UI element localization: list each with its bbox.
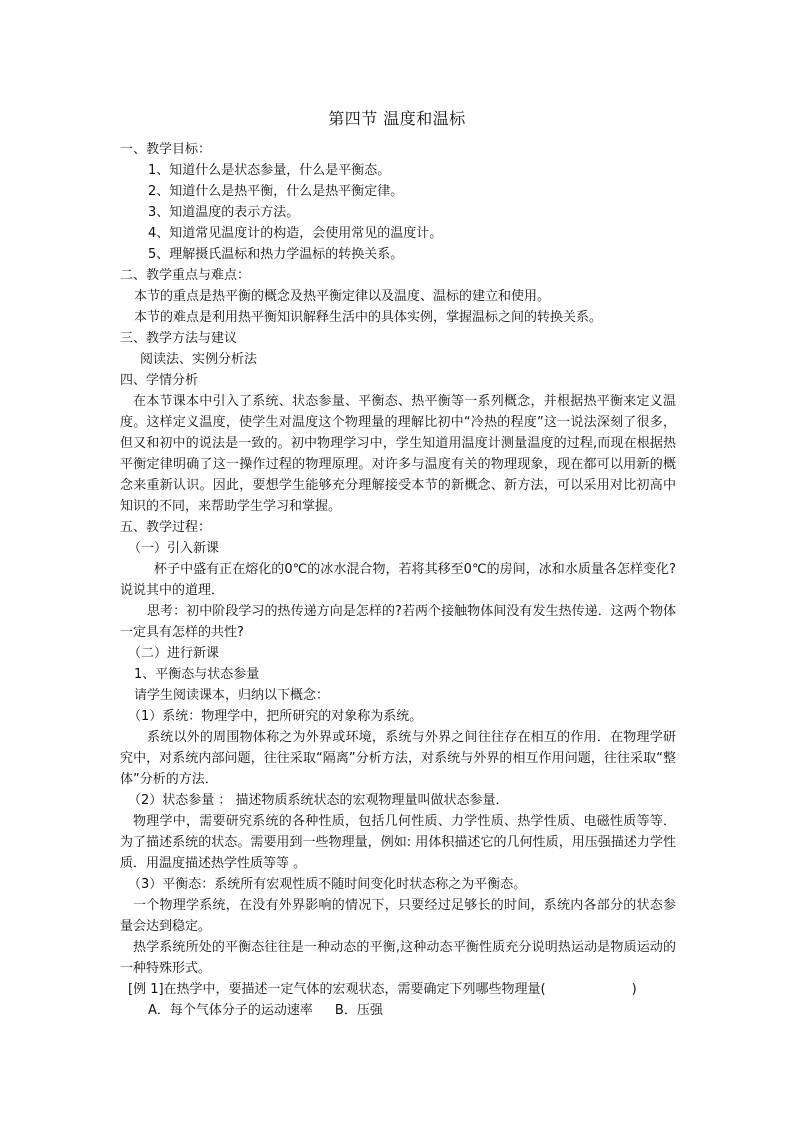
equilibrium-paragraph: 热学系统所处的平衡态往往是一种动态的平衡,这种动态平衡性质充分说明热运动是物质运动的一种特殊形式。	[120, 940, 676, 976]
goal-item: 3、知道温度的表示方法。	[148, 205, 300, 220]
section-heading-process: 五、教学过程：	[120, 520, 212, 535]
example-question	[120, 979, 676, 1000]
page-title: 第四节 温度和温标	[328, 109, 466, 128]
keypoint-text: 本节的重点是热平衡的概念及热平衡定律以及温度、温标的建立和使用。	[134, 289, 551, 304]
subsection-heading-intro: （一）引入新课	[128, 541, 220, 556]
document-body	[120, 139, 676, 1021]
goal-item: 1、知道什么是状态参量，什么是平衡态。	[148, 163, 391, 178]
example-text: [例 1]在热学中，要描述一定气体的宏观状态，需要确定下列哪些物理量(	[128, 982, 546, 997]
example-options	[120, 1000, 676, 1021]
example-close: )	[631, 982, 637, 997]
subsection-heading-new: （二）进行新课	[128, 646, 220, 661]
section-heading-goals: 一、教学目标：	[120, 142, 212, 157]
read-prompt: 请学生阅读课本，归纳以下概念：	[134, 688, 330, 703]
state-paragraph: 物理学中，需要研究系统的各种性质，包括几何性质、力学性质、热学性质、电磁性质等等．为了描述系统的状态。需要用到一些物理量，例如: 用体积描述它的几何性质，用压强描述力学性质．用温度描述热学性质等等 。	[120, 814, 676, 871]
think-paragraph: 思考：初中阶段学习的热传递方向是怎样的?若两个接触物体间没有发生热传递．这两个物体一定具有怎样的共性?	[120, 604, 676, 640]
section-heading-keypoints: 二、教学重点与难点：	[120, 268, 251, 283]
system-definition: （1）系统：物理学中，把所研究的对象称为系统。	[128, 709, 423, 724]
topic-heading: 1、平衡态与状态参量	[134, 667, 260, 682]
equilibrium-definition: （3）平衡态：系统所有宏观性质不随时间变化时状态称之为平衡态。	[128, 877, 527, 892]
option-b: B．压强	[334, 1003, 383, 1018]
goal-item: 5、理解摄氏温标和热力学温标的转换关系。	[148, 247, 404, 262]
state-definition: （2）状态参量 ： 描述物质系统状态的宏观物理量叫做状态参量．	[128, 793, 509, 808]
goal-item: 2、知道什么是热平衡，什么是热平衡定律。	[148, 184, 404, 199]
intro-paragraph: 杯子中盛有正在熔化的0℃的冰水混合物，若将其移至0℃的房间，冰和水质量各怎样变化?说说其中的道理．	[120, 562, 676, 598]
methods-text: 阅读法、实例分析法	[140, 352, 258, 367]
option-a: A．每个气体分子的运动速率	[148, 1003, 313, 1018]
section-heading-analysis: 四、学情分析	[120, 373, 199, 388]
difficulty-text: 本节的难点是利用热平衡知识解释生活中的具体实例，掌握温标之间的转换关系。	[134, 310, 603, 325]
system-paragraph: 系统以外的周围物体称之为外界或环境，系统与外界之间往往存在相互的作用．在物理学研究中，对系统内部问题，往往采取“隔离”分析方法，对系统与外界的相互作用问题，往往采取“整体”分析的方法．	[120, 730, 676, 787]
goal-item: 4、知道常见温度计的构造，会使用常见的温度计。	[148, 226, 443, 241]
analysis-paragraph: 在本节课本中引入了系统、状态参量、平衡态、热平衡等一系列概念，并根据热平衡来定义温度。这样定义温度，使学生对温度这个物理量的理解比初中“冷热的程度”这一说法深刻了很多，但又和初中的说法是一致的。初中物理学习中，学生知道用温度计测量温度的过程,而现在根据热平衡定律明确了这一操作过程的物理原理。对许多与温度有关的物理现象，现在都可以用新的概念来重新认识。因此，要想学生能够充分理解接受本节的新概念、新方法，可以采用对比初高中知识的不同，来帮助学生学习和掌握。	[120, 394, 676, 514]
section-heading-methods: 三、教学方法与建议	[120, 331, 238, 346]
equilibrium-paragraph: 一个物理学系统，在没有外界影响的情况下，只要经过足够长的时间，系统内各部分的状态参量会达到稳定。	[120, 898, 676, 934]
